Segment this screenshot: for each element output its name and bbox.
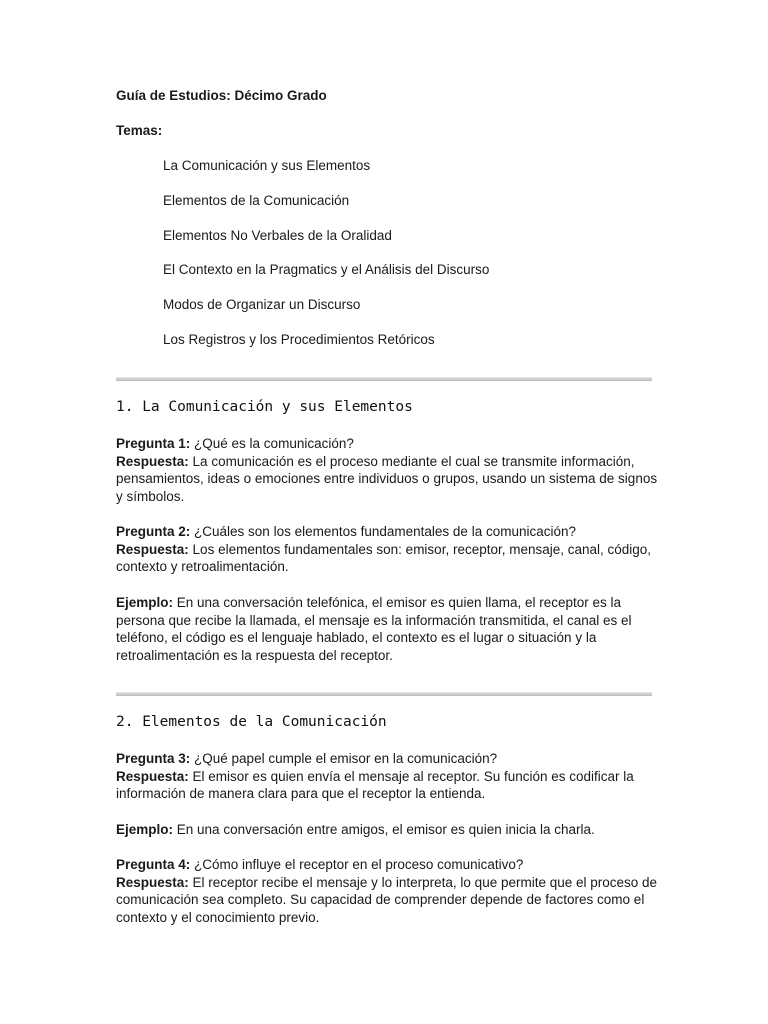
example-label: Ejemplo: — [116, 595, 174, 610]
answer-label: Respuesta: — [116, 768, 189, 784]
answer-label: Respuesta: — [116, 874, 189, 890]
topics-label: Temas: — [116, 123, 163, 138]
answer-text: El emisor es quien envía el mensaje al receptor. Su función es codificar la información de manera clara para que el receptor la entienda. — [116, 768, 634, 802]
topic-item: El Contexto en la Pragmatics y el Análisis del Discurso — [163, 262, 490, 277]
question-label: Pregunta 3: — [116, 751, 191, 766]
example-text: En una conversación telefónica, el emisor es quien llama, el receptor es la persona que recibe la llamada, el mensaje es la información transmitida, el canal es el teléfono, el código es el lenguaje hablado, el contexto es el lugar o situación y la retroalimentación es la respuesta del receptor. — [116, 595, 632, 663]
answer-text: Los elementos fundamentales son: emisor, receptor, mensaje, canal, código, contexto y retroalimentación. — [116, 541, 652, 575]
example-label: Ejemplo: — [116, 822, 174, 837]
question-label: Pregunta 4: — [116, 857, 191, 872]
question-text: ¿Cómo influye el receptor en el proceso comunicativo? — [194, 857, 524, 872]
question-label: Pregunta 1: — [116, 436, 191, 451]
answer-text: El receptor recibe el mensaje y lo interpreta, lo que permite que el proceso de comunicación sea completo. Su capacidad de comprender depende de factores como el contexto y el conocimiento previo. — [116, 874, 658, 925]
question-text: ¿Qué es la comunicación? — [194, 436, 354, 451]
question-answer-block — [116, 856, 664, 926]
question-text: ¿Qué papel cumple el emisor en la comunicación? — [194, 751, 498, 766]
answer-label: Respuesta: — [116, 453, 189, 469]
example-block — [116, 594, 664, 664]
horizontal-divider — [116, 692, 652, 696]
topic-item: Los Registros y los Procedimientos Retóricos — [163, 332, 435, 347]
answer-label: Respuesta: — [116, 541, 189, 557]
section-heading: 2. Elementos de la Comunicación — [116, 714, 387, 730]
horizontal-divider — [116, 377, 652, 381]
question-answer-block — [116, 750, 664, 803]
topic-item: Modos de Organizar un Discurso — [163, 297, 361, 312]
topic-item: La Comunicación y sus Elementos — [163, 158, 371, 173]
question-answer-block — [116, 523, 664, 576]
example-block — [116, 821, 664, 839]
topic-item: Elementos de la Comunicación — [163, 193, 350, 208]
question-text: ¿Cuáles son los elementos fundamentales de la comunicación? — [194, 524, 576, 539]
section-heading: 1. La Comunicación y sus Elementos — [116, 399, 413, 415]
answer-text: La comunicación es el proceso mediante el cual se transmite información, pensamientos, ideas o emociones entre individuos o grupos, usando un sistema de signos y símbolos. — [116, 453, 658, 504]
question-answer-block — [116, 435, 664, 505]
question-label: Pregunta 2: — [116, 524, 191, 539]
topic-item: Elementos No Verbales de la Oralidad — [163, 228, 392, 243]
document-title: Guía de Estudios: Décimo Grado — [116, 88, 327, 103]
example-text: En una conversación entre amigos, el emisor es quien inicia la charla. — [176, 822, 595, 837]
